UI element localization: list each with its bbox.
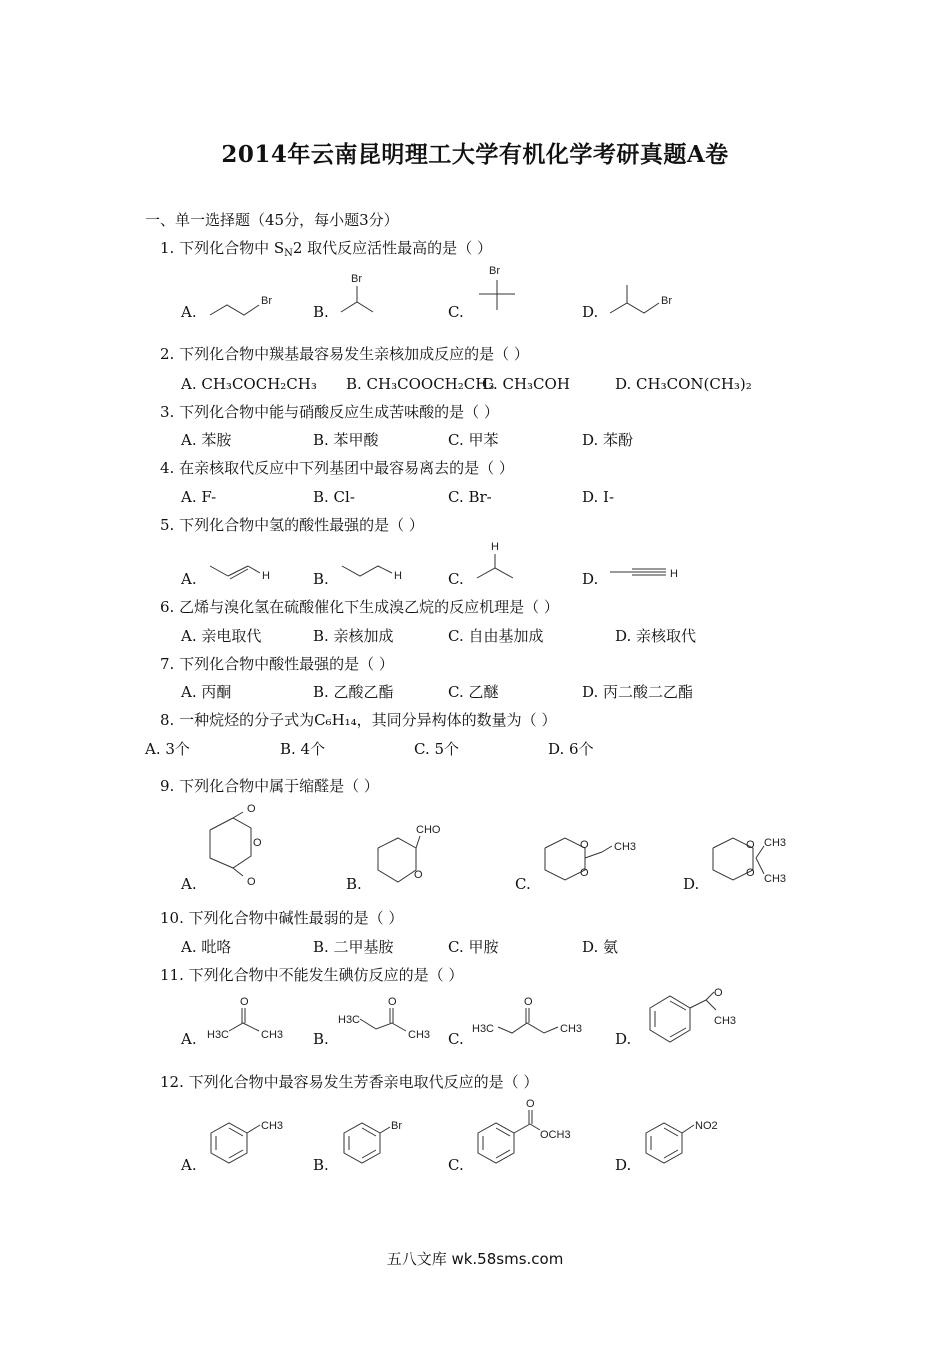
q1-option-d[interactable]: D. xyxy=(582,303,599,321)
svg-text:H: H xyxy=(491,541,499,553)
q4-option-b[interactable]: B. Cl- xyxy=(313,488,355,506)
q5-option-a[interactable]: A. xyxy=(181,570,197,588)
svg-text:O: O xyxy=(247,803,256,815)
q9-structure-b xyxy=(370,818,450,893)
svg-text:OCH3: OCH3 xyxy=(540,1129,571,1141)
svg-text:CHO: CHO xyxy=(416,824,441,836)
question-7-stem: 7. 下列化合物中酸性最强的是（ ） xyxy=(160,655,394,673)
q10-option-d[interactable]: D. 氨 xyxy=(582,938,619,956)
q9-option-d[interactable]: D. xyxy=(683,875,700,893)
q12-structure-c xyxy=(472,1098,592,1170)
svg-text:H: H xyxy=(394,570,402,582)
q7-option-c[interactable]: C. 乙醚 xyxy=(448,683,499,701)
q11-structure-c xyxy=(470,995,590,1045)
svg-text:O: O xyxy=(580,867,589,879)
q3-option-c[interactable]: C. 甲苯 xyxy=(448,431,499,449)
svg-text:Br: Br xyxy=(489,265,500,277)
svg-text:O: O xyxy=(253,837,262,849)
q3-option-d[interactable]: D. 苯酚 xyxy=(582,431,634,449)
q4-option-c[interactable]: C. Br- xyxy=(448,488,492,506)
q1-option-a[interactable]: A. xyxy=(181,303,197,321)
q6-option-b[interactable]: B. 亲核加成 xyxy=(313,627,394,645)
svg-text:O: O xyxy=(414,869,423,881)
svg-text:O: O xyxy=(714,987,723,999)
question-10-stem: 10. 下列化合物中碱性最弱的是（ ） xyxy=(160,909,404,927)
q12-structure-b xyxy=(338,1115,428,1170)
q6-option-d[interactable]: D. 亲核取代 xyxy=(615,627,697,645)
footer-watermark: 五八文库 wk.58sms.com xyxy=(386,1250,564,1268)
page-title: 2014年云南昆明理工大学有机化学考研真题A卷 xyxy=(221,141,729,168)
q9-option-b[interactable]: B. xyxy=(346,875,362,893)
q2-option-a[interactable]: A. CH₃COCH₂CH₃ xyxy=(181,375,317,393)
q1-structure-a xyxy=(205,290,285,320)
q2-option-b[interactable]: B. CH₃COOCH₂CH₃ xyxy=(346,375,495,393)
q1-option-c[interactable]: C. xyxy=(448,303,464,321)
q11-option-b[interactable]: B. xyxy=(313,1030,329,1048)
q9-structure-c xyxy=(540,830,650,890)
q5-structure-b xyxy=(340,558,410,588)
svg-text:O: O xyxy=(580,839,589,851)
q9-option-c[interactable]: C. xyxy=(515,875,531,893)
q12-option-a[interactable]: A. xyxy=(181,1156,197,1174)
svg-text:CH3: CH3 xyxy=(714,1015,737,1027)
svg-text:O: O xyxy=(524,996,533,1008)
svg-text:CH3: CH3 xyxy=(560,1023,583,1035)
q10-option-a[interactable]: A. 吡咯 xyxy=(181,938,232,956)
q6-option-a[interactable]: A. 亲电取代 xyxy=(181,627,262,645)
q12-option-c[interactable]: C. xyxy=(448,1156,464,1174)
svg-text:O: O xyxy=(388,996,397,1008)
q5-structure-a xyxy=(208,558,278,588)
svg-text:H3C: H3C xyxy=(338,1014,361,1026)
question-3-stem: 3. 下列化合物中能与硝酸反应生成苦味酸的是（ ） xyxy=(160,403,499,421)
question-9-stem: 9. 下列化合物中属于缩醛是（ ） xyxy=(160,777,379,795)
q9-structure-a xyxy=(205,800,280,890)
svg-text:CH3: CH3 xyxy=(614,841,637,853)
q7-option-b[interactable]: B. 乙酸乙酯 xyxy=(313,683,394,701)
q12-option-b[interactable]: B. xyxy=(313,1156,329,1174)
q1-structure-d xyxy=(605,275,685,320)
svg-text:H: H xyxy=(262,570,270,582)
question-12-stem: 12. 下列化合物中最容易发生芳香亲电取代反应的是（ ） xyxy=(160,1073,539,1091)
q8-option-c[interactable]: C. 5个 xyxy=(414,740,460,758)
svg-text:O: O xyxy=(526,1098,535,1110)
svg-text:CH3: CH3 xyxy=(764,837,787,849)
svg-text:Br: Br xyxy=(391,1120,402,1132)
q8-option-a[interactable]: A. 3个 xyxy=(145,740,190,758)
q9-option-a[interactable]: A. xyxy=(181,875,197,893)
q2-option-d[interactable]: D. CH₃CON(CH₃)₂ xyxy=(615,375,752,393)
q5-structure-d xyxy=(610,565,690,585)
q1-structure-b xyxy=(335,270,385,320)
q11-option-d[interactable]: D. xyxy=(615,1030,632,1048)
q1-option-b[interactable]: B. xyxy=(313,303,329,321)
svg-text:O: O xyxy=(247,876,256,888)
q2-option-c[interactable]: C. CH₃COH xyxy=(482,375,570,393)
svg-text:O: O xyxy=(746,867,755,879)
svg-text:H3C: H3C xyxy=(207,1029,230,1041)
svg-text:CH3: CH3 xyxy=(408,1029,431,1041)
question-11-stem: 11. 下列化合物中不能发生碘仿反应的是（ ） xyxy=(160,966,464,984)
q12-structure-a xyxy=(205,1115,295,1170)
q12-option-d[interactable]: D. xyxy=(615,1156,632,1174)
svg-text:CH3: CH3 xyxy=(261,1029,284,1041)
svg-text:O: O xyxy=(746,839,755,851)
q9-structure-d xyxy=(708,830,818,890)
svg-text:NO2: NO2 xyxy=(695,1120,718,1132)
question-2-stem: 2. 下列化合物中羰基最容易发生亲核加成反应的是（ ） xyxy=(160,345,529,363)
q8-option-d[interactable]: D. 6个 xyxy=(548,740,594,758)
q8-option-b[interactable]: B. 4个 xyxy=(280,740,326,758)
q1-structure-c xyxy=(475,260,525,320)
svg-text:H: H xyxy=(670,568,678,580)
q5-option-c[interactable]: C. xyxy=(448,570,464,588)
q7-option-a[interactable]: A. 丙酮 xyxy=(181,683,232,701)
svg-text:H3C: H3C xyxy=(472,1023,495,1035)
svg-text:O: O xyxy=(240,996,249,1008)
q10-option-b[interactable]: B. 二甲基胺 xyxy=(313,938,394,956)
question-5-stem: 5. 下列化合物中氢的酸性最强的是（ ） xyxy=(160,516,424,534)
q4-option-d[interactable]: D. I- xyxy=(582,488,615,506)
q12-structure-d xyxy=(640,1115,730,1170)
question-4-stem: 4. 在亲核取代反应中下列基团中最容易离去的是（ ） xyxy=(160,459,514,477)
svg-text:Br: Br xyxy=(261,295,272,307)
q5-option-d[interactable]: D. xyxy=(582,570,599,588)
svg-text:CH3: CH3 xyxy=(261,1120,284,1132)
q11-structure-a xyxy=(205,995,285,1045)
q5-option-b[interactable]: B. xyxy=(313,570,329,588)
section-heading: 一、单一选择题（45分，每小题3分） xyxy=(145,211,399,229)
q5-structure-c xyxy=(475,540,525,585)
q11-option-a[interactable]: A. xyxy=(181,1030,197,1048)
svg-text:Br: Br xyxy=(661,295,672,307)
svg-text:CH3: CH3 xyxy=(764,873,787,885)
q3-option-a[interactable]: A. 苯胺 xyxy=(181,431,232,449)
question-8-stem: 8. 一种烷烃的分子式为C₆H₁₄，其同分异构体的数量为（ ） xyxy=(160,711,557,729)
q11-structure-d xyxy=(640,988,750,1048)
question-6-stem: 6. 乙烯与溴化氢在硫酸催化下生成溴乙烷的反应机理是（ ） xyxy=(160,598,559,616)
q3-option-b[interactable]: B. 苯甲酸 xyxy=(313,431,379,449)
question-1-stem: 1. 下列化合物中 $S_N2$ 取代反应活性最高的是（ ） xyxy=(160,239,492,259)
q6-option-c[interactable]: C. 自由基加成 xyxy=(448,627,544,645)
q4-option-a[interactable]: A. F- xyxy=(181,488,217,506)
q11-structure-b xyxy=(338,995,438,1045)
q10-option-c[interactable]: C. 甲胺 xyxy=(448,938,499,956)
q11-option-c[interactable]: C. xyxy=(448,1030,464,1048)
q7-option-d[interactable]: D. 丙二酸二乙酯 xyxy=(582,683,694,701)
svg-text:Br: Br xyxy=(351,273,362,285)
